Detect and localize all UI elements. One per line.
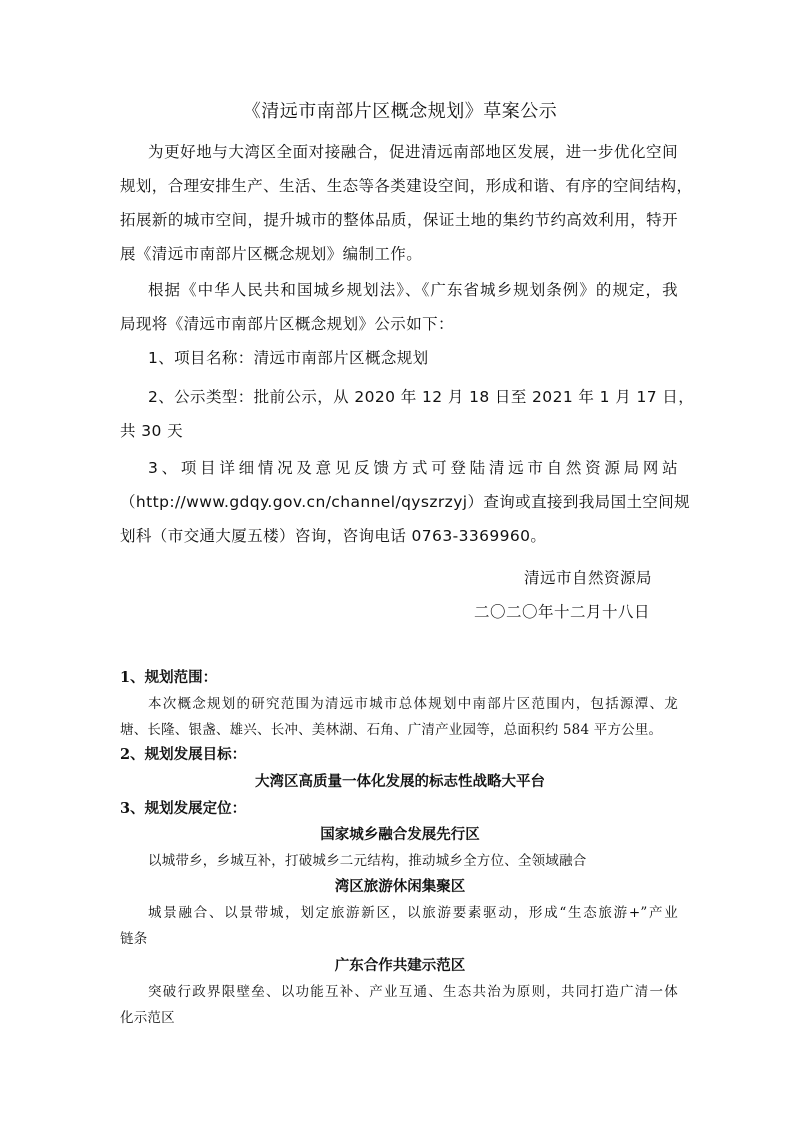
section-2-heading: 2、规划发展目标： bbox=[120, 746, 247, 763]
notice-title: 《清远市南部片区概念规划》草案公示 bbox=[242, 101, 558, 122]
section-2-goal: 大湾区高质量一体化发展的标志性战略大平台 bbox=[255, 773, 545, 790]
item-1: 1、项目名称：清远市南部片区概念规划 bbox=[148, 349, 429, 367]
position-2-title: 湾区旅游休闲集聚区 bbox=[334, 878, 466, 895]
signature-date: 二〇二〇年十二月十八日 bbox=[474, 603, 651, 621]
p2-line-1: 根据《中华人民共和国城乡规划法》、《广东省城乡规划条例》的规定，我 bbox=[148, 281, 678, 299]
signature-org: 清远市自然资源局 bbox=[524, 569, 653, 587]
section-3-heading: 3、规划发展定位： bbox=[120, 800, 247, 817]
position-2-body-line-1: 城景融合、以景带城，划定旅游新区，以旅游要素驱动，形成“生态旅游+”产业 bbox=[148, 905, 678, 921]
item-3-line-3: 划科（市交通大厦五楼）咨询，咨询电话 0763-3369960。 bbox=[120, 527, 547, 545]
p1-line-3: 拓展新的城市空间，提升城市的整体品质，保证土地的集约节约高效利用，特开 bbox=[120, 211, 678, 229]
position-1-body: 以城带乡，乡城互补，打破城乡二元结构，推动城乡全方位、全领域融合 bbox=[148, 853, 587, 869]
item-3-line-1: 3、项目详细情况及意见反馈方式可登陆清远市自然资源局网站 bbox=[148, 459, 678, 477]
section-1-body-line-2: 塘、长隆、银盏、雄兴、长冲、美林湖、石角、广清产业园等，总面积约 584 平方公里。 bbox=[120, 722, 663, 738]
section-1-heading: 1、规划范围： bbox=[120, 669, 218, 686]
position-2-body-line-2: 链条 bbox=[120, 931, 148, 947]
p1-line-1: 为更好地与大湾区全面对接融合，促进清远南部地区发展，进一步优化空间 bbox=[148, 143, 678, 161]
position-3-title: 广东合作共建示范区 bbox=[334, 957, 466, 974]
p1-line-2: 规划，合理安排生产、生活、生态等各类建设空间，形成和谐、有序的空间结构， bbox=[120, 177, 693, 195]
position-3-body-line-2: 化示范区 bbox=[120, 1010, 175, 1026]
position-1-title: 国家城乡融合发展先行区 bbox=[320, 826, 480, 843]
item-3-line-2: （http://www.gdqy.gov.cn/channel/qyszrzyj）查询或直接到我局国土空间规 bbox=[120, 493, 691, 511]
position-3-body-line-1: 突破行政界限壁垒、以功能互补、产业互通、生态共治为原则，共同打造广清一体 bbox=[148, 984, 678, 1000]
item-2-line-1: 2、公示类型：批前公示，从 2020 年 12 月 18 日至 2021 年 1 月 17 日， bbox=[148, 388, 695, 406]
p1-line-4: 展《清远市南部片区概念规划》编制工作。 bbox=[120, 245, 423, 263]
section-1-body-line-1: 本次概念规划的研究范围为清远市城市总体规划中南部片区范围内，包括源潭、龙 bbox=[148, 696, 678, 712]
item-2-line-2: 共 30 天 bbox=[120, 422, 183, 440]
p2-line-2: 局现将《清远市南部片区概念规划》公示如下： bbox=[120, 315, 454, 333]
